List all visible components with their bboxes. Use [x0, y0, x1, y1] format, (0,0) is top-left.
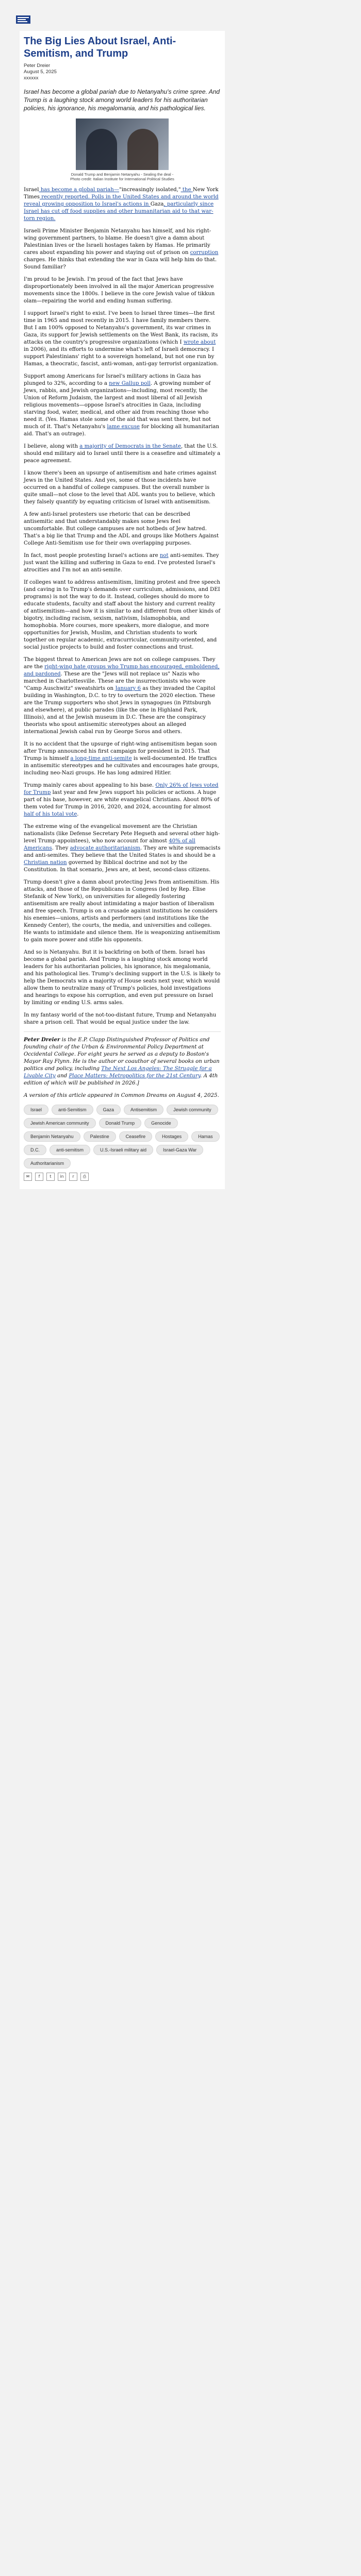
- tag-chip[interactable]: Gaza: [96, 1105, 121, 1115]
- tag-chip[interactable]: Jewish American community: [24, 1118, 96, 1128]
- paragraph-text: I support Israel's right to exist. I've been to Israel three times—the first time in 1965 and most recently in 2015. I have family members there. But I am 100% opposed to Netanyahu's government, its war crimes in Gaza, its support for Jewish settlements on the West Bank, its racism, its attacks on the country's progressive organizations (which I: [24, 311, 218, 345]
- inline-link[interactable]: the: [180, 187, 193, 193]
- article-lede: Israel has become a global pariah due to Netanyahu's crime spree. And Trump is a laughing stock among world leaders for his authoritarian policies, his ignorance, his megalomania, and his pathological lies.: [24, 88, 220, 112]
- article-title[interactable]: The Big Lies About Israel, Anti-Semitism, and Trump: [24, 36, 176, 59]
- bio-text-3: . A 4th edition of which will be published in 2026.]: [24, 1073, 218, 1086]
- tag-chip[interactable]: Ceasefire: [119, 1131, 153, 1142]
- article-paragraph: [24, 187, 221, 223]
- paragraph-text: It is no accident that the upsurge of right-wing antisemitism began soon after Trump announced his first campaign for president in 2015. That Trump is himself: [24, 741, 217, 761]
- article-paragraph: [24, 879, 221, 944]
- article-paragraph: [24, 511, 221, 547]
- article-date: August 5, 2025: [24, 69, 57, 75]
- paragraph-text: Gaza: [150, 201, 164, 207]
- masthead-logo-icon: [16, 15, 30, 24]
- paragraph-text: In my fantasy world of the not-too-distant future, Trump and Netanyahu share a prison cell. That would be equal justice under the law.: [24, 1012, 217, 1025]
- paragraph-text: , that the U.S. should end military aid to Israel until there is a ceasefire and ultimately a peace agreement.: [24, 444, 221, 464]
- inline-link[interactable]: new Gallup poll: [109, 381, 151, 386]
- paragraph-text: anti-semites. They just want the killing and suffering in Gaza to end. I've protested Israel's atrocities and I'm not an anti-semite.: [24, 553, 219, 573]
- article-paragraph: [24, 443, 221, 465]
- tag-list: [24, 1105, 221, 1168]
- bio-text: is the E.P. Clapp Distinguished Professor of Politics and founding chair of the Urban & Environmental Policy Department at Occidental College. For eight years he served as a deputy to Boston's Mayor Ray Flynn. He is the author or coauthor of several books on urban politics and policy, including: [24, 1037, 220, 1072]
- paragraph-text: governed by Biblical doctrine and not by the Constitution. In that scenario, Jews are, at best, second-class citizens.: [24, 860, 211, 873]
- envelope-icon[interactable]: ✉: [24, 1173, 32, 1181]
- article-paragraph: [24, 1012, 221, 1026]
- inline-link[interactable]: not: [159, 553, 169, 558]
- article-body: [24, 187, 221, 1026]
- paragraph-text: . They: [52, 845, 70, 851]
- article-paragraph: [24, 470, 221, 506]
- article-paragraph: [24, 552, 221, 574]
- tag-chip[interactable]: Jewish community: [167, 1105, 218, 1115]
- tag-chip[interactable]: Israel: [24, 1105, 48, 1115]
- paragraph-text: . A growing number of Jews, rabbis, and Jewish organizations—including, most recently, the Union of Reform Judaism, the largest and most liberal of all Jewish religious movements—oppose Israel's atrocities in Gaza, including starving food, water, medical, and other aid from reaching those who need it. (Yes. Hamas stole some of the aid that was sent there, but not much of it. That's Netanyahu's: [24, 381, 211, 430]
- paragraph-text: A few anti-Israel protesters use rhetoric that can be described antisemitic and that understandably makes some Jews feel uncomfortable. But college campuses are not hotbeds of Jew hatred. That's a big lie that Trump and the ADL and groups like Mothers Against College Anti-Semitism use for their own overlapping purposes.: [24, 512, 219, 546]
- paragraph-text: Trump doesn't give a damn about protecting Jews from antisemitism. His attacks, and those of the Republicans in Congress (led by Rep. Elise Stefanik of New York), on universities for allegedly fostering antisemitism are really about intimidating a major bastion of liberalism and free speech. Trump is on a crusade against institutions he considers his enemies—unions, artists and performers (and institutions like the Kennedy Center), the courts, the media, and universities and colleges. He wants to intimidate and silence them. He is weaponizing antisemitism to gain more power and stifle his opponents.: [24, 879, 220, 943]
- paragraph-text: The biggest threat to American Jews are not on college campuses. They are the: [24, 657, 216, 670]
- inline-link[interactable]: wrote about: [183, 340, 216, 345]
- inline-link[interactable]: corruption: [190, 250, 219, 256]
- inline-link[interactable]: , particularly since Israel has cut off food supplies and other humanitarian aid to that war-torn region.: [24, 201, 214, 222]
- tag-chip[interactable]: U.S.-Israeli military aid: [93, 1145, 153, 1155]
- tag-chip[interactable]: Benjamin Netanyahu: [24, 1131, 80, 1142]
- paragraph-text: .: [77, 811, 79, 817]
- inline-link[interactable]: Only 26% of Jews voted for Trump: [24, 783, 219, 795]
- paragraph-text: as they invaded the Capitol building in Washington, D.C. to try to overturn the 2020 election. These are the Trump supporters who shot Jews in synagogues (in Pittsburgh and elsewhere), at public parades (like the one in Highland Park, Illinois), and at the Jewish museum in D.C. These are the conspiracy theorists who spout antisemitic stereotypes about an alleged international Jewish cabal run by George Soros and others.: [24, 686, 216, 735]
- article-paragraph: [24, 579, 221, 651]
- paragraph-text: If colleges want to address antisemitism, limiting protest and free speech (and caving in to Trump's demands over curriculum, admissions, and DEI programs) is not the way to do it. Instead, colleges should do more to educate students, faculty and staff about the history and current reality of antisemitism—and how it is similar to and different from other kinds of bigotry, including racism, sexism, nativism, Islamophobia, and homophobia. More courses, more speakers, more dialogue, and more opportunities for Jewish, Muslim, and Christian students to work together on regular academic, extracurricular, community-oriented, and social justice projects to build and foster connections and trust.: [24, 580, 221, 650]
- bio-book-link[interactable]: The Next Los Angeles: The Struggle for a Livable City: [24, 1066, 212, 1079]
- paragraph-text: in 2006), and its efforts to undermine what's left of Israeli democracy. I support Palestinians' right to a sovereign homeland, but not one run by Hamas, a theocratic, fascist, anti-woman, anti-gay terrorist organization.: [24, 347, 219, 367]
- paragraph-text: And so is Netanyahu. But it is backfiring on both of them. Israel has become a global pariah. And Trump is a laughing stock among world leaders for his authoritarian policies, his ignorance, his megalomania, and his pathological lies. Trump's declining support in the U.S. is likely to help the Democrats win a majority of House seats next year, which would allow them to neutralize many of Trump's policies, hold investigations and hearings to expose his corruption, and even put pressure on Israel by limiting or ending U.S. arms sales.: [24, 950, 221, 1006]
- tag-chip[interactable]: Genocide: [144, 1118, 178, 1128]
- paragraph-text: The extreme wing of the evangelical movement are the Christian nationalists (like Defense Secretary Pete Hegseth and several other high-level Trump appointees), who now account for almost: [24, 824, 220, 844]
- tag-chip[interactable]: Israel-Gaza War: [156, 1145, 203, 1155]
- article-paragraph: [24, 276, 221, 305]
- article-paragraph: [24, 656, 221, 736]
- image-caption: Donald Trump and Benjamin Netanyahu - Sealing the deal - Photo credit: Italian Institute for International Political Studies: [70, 172, 174, 181]
- tag-chip[interactable]: Hamas: [191, 1131, 220, 1142]
- inline-link[interactable]: recently reported. Polls in the United States and around the world reveal growing opposition to Israel's actions in: [24, 194, 219, 207]
- paragraph-text: Trump mainly cares about appealing to his base.: [24, 783, 156, 788]
- article-paragraph: [24, 782, 221, 818]
- paragraph-text: Israel: [24, 187, 39, 193]
- paragraph-text: I'm proud to be Jewish. I'm proud of the fact that Jews have disproportionately been involved in all the major American progressive movements since the 1800s. I believe in the core Jewish value of tikkun olam—repairing the world and ending human suffering.: [24, 277, 215, 304]
- republication-note: A version of this article appeared in Common Dreams on August 4, 2025.: [24, 1093, 219, 1098]
- article-paragraph: [24, 310, 221, 368]
- reddit-icon[interactable]: r: [69, 1173, 77, 1181]
- inline-link[interactable]: lame excuse: [107, 424, 140, 430]
- inline-link[interactable]: a long-time anti-semite: [70, 756, 132, 761]
- inline-link[interactable]: Christian nation: [24, 860, 67, 866]
- tag-chip[interactable]: Antisemitism: [124, 1105, 163, 1115]
- person-silhouette-right: [127, 129, 158, 170]
- paragraph-text: Support among Americans for Israel's military actions in Gaza has plunged to 32%, according to a: [24, 374, 201, 386]
- paragraph-text: . They are white supremacists and anti-semites. They believe that the United States is and should be a: [24, 845, 221, 858]
- inline-link[interactable]: has become a global pariah—: [39, 187, 120, 193]
- share-bar: [24, 1173, 221, 1181]
- paragraph-text: "increasingly isolated,": [119, 187, 181, 193]
- tag-chip[interactable]: anti-Semitism: [52, 1105, 93, 1115]
- paragraph-text: charges. He thinks that extending the war in Gaza will help him do that. Sound familiar?: [24, 257, 217, 270]
- article-author: Peter Dreier: [24, 63, 51, 69]
- print-icon[interactable]: ⎙: [80, 1173, 89, 1181]
- tag-chip[interactable]: Donald Trump: [99, 1118, 142, 1128]
- paragraph-text: for blocking all humanitarian aid. That's an outrage).: [24, 424, 220, 437]
- paragraph-text: In fact, most people protesting Israel's actions are: [24, 553, 160, 558]
- article-paragraph: [24, 741, 221, 777]
- inline-link[interactable]: half of his total vote: [24, 811, 77, 817]
- twitter-icon[interactable]: t: [46, 1173, 55, 1181]
- tag-chip[interactable]: Palestine: [84, 1131, 116, 1142]
- paragraph-text: last year and few Jews support his policies or actions. A huge part of his base, however, are white evangelical Christians. About 80% of them voted for Trump in 2016, 2020, and 2024, accounting for almost: [24, 790, 219, 810]
- paragraph-text: is well-documented. He traffics in antisemitic stereotypes and he cultivates and encourages hate groups, including neo-Nazi groups. He has long admired Hitler.: [24, 756, 219, 776]
- paragraph-text: I believe, along with: [24, 444, 80, 449]
- inline-link[interactable]: advocate authoritarianism: [70, 845, 140, 851]
- author-bio: [24, 1031, 221, 1087]
- article-extra: xxxxxx: [24, 75, 39, 81]
- inline-link[interactable]: a majority of Democrats in the Senate: [79, 444, 181, 449]
- tag-chip[interactable]: anti-semitism: [50, 1145, 90, 1155]
- bio-book-link-2[interactable]: Place Matters: Metropolitics for the 21st Century: [69, 1073, 201, 1079]
- inline-link[interactable]: 40% of all Americans: [24, 838, 195, 851]
- tag-chip[interactable]: Authoritarianism: [24, 1158, 71, 1168]
- article-paragraph: [24, 228, 221, 271]
- tag-chip[interactable]: D.C.: [24, 1145, 46, 1155]
- paragraph-text: I know there's been an upsurge of antisemitism and hate crimes against Jews in the United States. And yes, some of those incidents have occurred on a handful of college campuses. But the overall number is quite small—not close to the level that ADL wants you to believe, which they falsely quantify by equating criticism of Israel with antisemitism.: [24, 470, 217, 505]
- paragraph-text: New York Times: [24, 187, 219, 200]
- tag-chip[interactable]: Hostages: [155, 1131, 188, 1142]
- hero-image[interactable]: [76, 118, 169, 170]
- article-card: [20, 31, 225, 1189]
- article-paragraph: [24, 823, 221, 874]
- facebook-icon[interactable]: f: [35, 1173, 43, 1181]
- inline-link[interactable]: January 6: [115, 686, 141, 691]
- paragraph-text: Israeli Prime Minister Benjamin Netanyahu has himself, and his right-wing government partners, to blame. He doesn't give a damn about Palestinian lives or the Israeli hostages taken by Hamas. He primarily cares about expanding his power and staying out of prison on: [24, 228, 211, 256]
- bio-name: Peter Dreier: [24, 1037, 60, 1043]
- article-paragraph: [24, 949, 221, 1007]
- person-silhouette-left: [86, 129, 117, 170]
- article-paragraph: [24, 373, 221, 438]
- linkedin-icon[interactable]: in: [58, 1173, 66, 1181]
- paragraph-text: . These are the "Jews will not replace us" Nazis who marched in Charlottesville. These are the insurrectionists who wore "Camp Auschwitz" sweatshirts on: [24, 671, 206, 691]
- inline-link[interactable]: right-wing hate groups who Trump has encouraged, emboldened, and pardoned: [24, 664, 220, 677]
- bio-text-2: and: [55, 1073, 69, 1079]
